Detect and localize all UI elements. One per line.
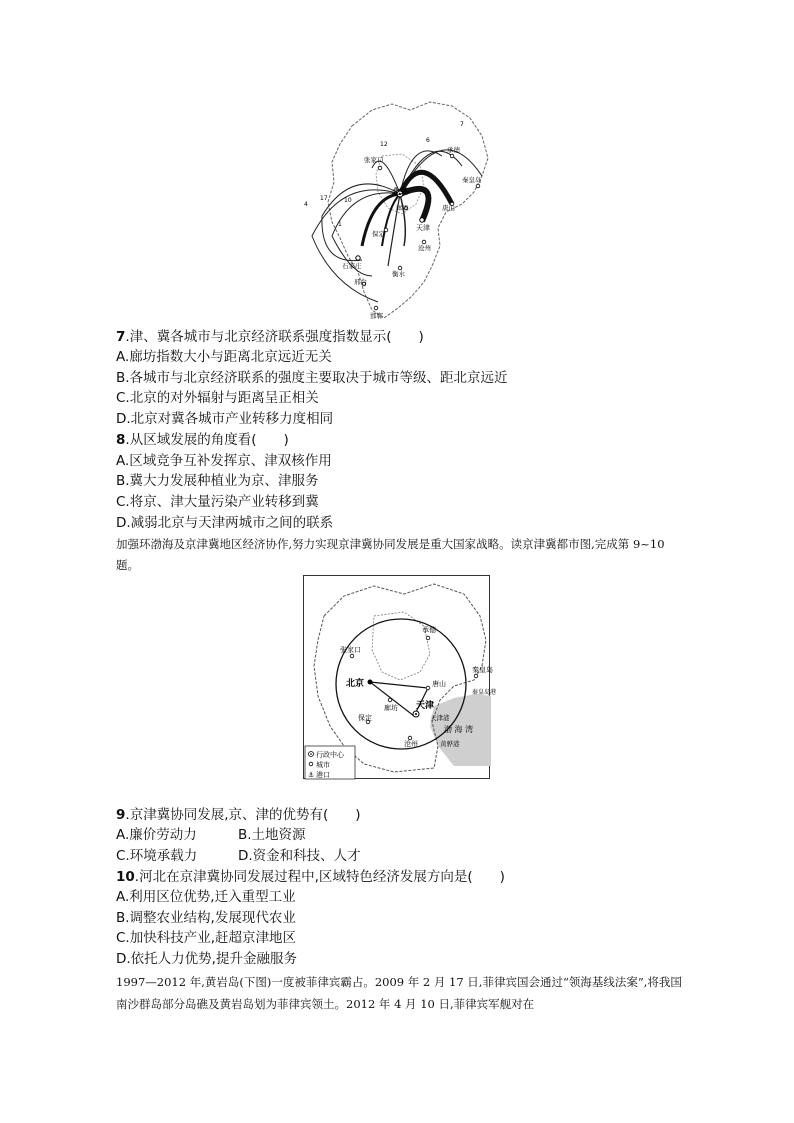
question-number: 10	[116, 869, 135, 885]
legend-admin-center: 行政中心	[316, 751, 344, 759]
map1-city-label: 张家口	[364, 156, 384, 164]
map2-city-label: 保定	[358, 714, 372, 722]
jingjinji-metro-map	[303, 575, 497, 779]
map2-city-label: 廊坊	[384, 704, 398, 712]
option-9c: C.环境承载力	[116, 848, 198, 864]
question-7-stem	[116, 328, 424, 347]
question-text: .京津冀协同发展,京、津的优势有( )	[125, 807, 361, 823]
question-number: 9	[116, 807, 126, 823]
map2-city-label: 唐山	[432, 680, 446, 688]
map1-number: 17	[320, 195, 328, 202]
question-text: .津、冀各城市与北京经济联系强度指数显示( )	[125, 329, 424, 345]
map2-port-label: 秦皇岛港	[472, 689, 497, 696]
option-7a: A.廊坊指数大小与距离北京远近无关	[116, 349, 332, 365]
legend-city: 城市	[316, 761, 330, 769]
anchor-icon: ⚓	[308, 771, 315, 779]
map1-city-label: 邢台	[354, 278, 367, 286]
option-7d: D.北京对冀各城市产业转移力度相同	[116, 411, 334, 427]
question-9-stem	[116, 806, 361, 825]
map1-number: 6	[426, 137, 430, 144]
legend-port: 港口	[316, 771, 330, 779]
option-9d: D.资金和科技、人才	[238, 848, 361, 864]
question-10-stem	[116, 868, 505, 887]
question-number: 8	[116, 432, 126, 448]
map2-city-label: 天津	[416, 701, 435, 711]
map2-city-label: 秦皇岛	[472, 666, 493, 674]
map2-port-label: 黄骅港	[440, 740, 460, 748]
options-9cd	[116, 847, 361, 866]
map1-city-label: 廊坊	[396, 205, 409, 212]
question-number: 7	[116, 329, 126, 345]
option-8b: B.冀大力发展种植业为京、津服务	[116, 473, 319, 489]
option-10c: C.加快科技产业,赶超京津地区	[116, 930, 297, 946]
map1-city-label: 天津	[416, 224, 430, 232]
option-9b: B.土地资源	[238, 827, 306, 843]
map1-city-label: 衡水	[392, 270, 405, 278]
options-9ab	[116, 826, 306, 845]
map2-city-label: 北京	[346, 679, 365, 689]
map1-city-label: 邯郸	[370, 312, 383, 320]
question-text: .从区域发展的角度看( )	[125, 432, 289, 448]
option-7b: B.各城市与北京经济联系的强度主要取决于城市等级、距北京远近	[116, 370, 508, 386]
question-text: .河北在京津冀协同发展过程中,区域特色经济发展方向是( )	[134, 869, 505, 885]
option-8a: A.区域竞争互补发挥京、津双核作用	[116, 453, 332, 469]
map1-city-label: 承德	[447, 146, 460, 154]
map1-city-label: 保定	[372, 230, 385, 238]
intro-paragraph-9-10: 加强环渤海及京津冀地区经济协作,努力实现京津冀协同发展是重大国家战略。读京津冀都市图,完成第 9~10 题。	[116, 537, 665, 572]
map2-city-label: 沧州	[404, 740, 418, 748]
map1-city-label: 唐山	[442, 204, 455, 212]
option-10d: D.依托人力优势,提升金融服务	[116, 951, 297, 967]
map1-number: 7	[460, 121, 464, 128]
option-7c: C.北京的对外辐射与距离呈正相关	[116, 390, 319, 406]
map1-city-label: 北京	[392, 187, 408, 196]
map2-city-label: 张家口	[340, 646, 361, 654]
economic-linkage-map	[292, 96, 504, 322]
map2-city-label: 承德	[422, 626, 436, 634]
option-10a: A.利用区位优势,迁入重型工业	[116, 889, 296, 905]
option-9a: A.廉价劳动力	[116, 827, 197, 843]
option-8d: D.减弱北京与天津两城市之间的联系	[116, 515, 334, 531]
option-8c: C.将京、津大量污染产业转移到冀	[116, 494, 319, 510]
map1-number: 4	[304, 201, 308, 208]
map2-sea-label: 渤 海 湾	[444, 725, 474, 734]
map1-number: 10	[344, 197, 352, 204]
map1-city-label: 石家庄	[342, 262, 362, 270]
intro-paragraph-huangyan: 1997—2012 年,黄岩岛(下图)一度被菲律宾霸占。2009 年 2 月 17 日,菲律宾国会通过“领海基线法案”,将我国南沙群岛部分岛礁及黄岩岛划为菲律宾领土。2012 年 4 月 10 日,菲律宾军舰对在	[116, 975, 682, 1011]
question-8-stem	[116, 431, 289, 450]
map1-city-label: 沧州	[418, 244, 431, 252]
map1-city-label: 秦皇岛	[462, 176, 482, 184]
map1-number: 1	[338, 221, 342, 228]
option-10b: B.调整农业结构,发展现代农业	[116, 910, 296, 926]
map1-number: 12	[380, 141, 388, 148]
map2-port-label: 天津港	[430, 714, 450, 722]
